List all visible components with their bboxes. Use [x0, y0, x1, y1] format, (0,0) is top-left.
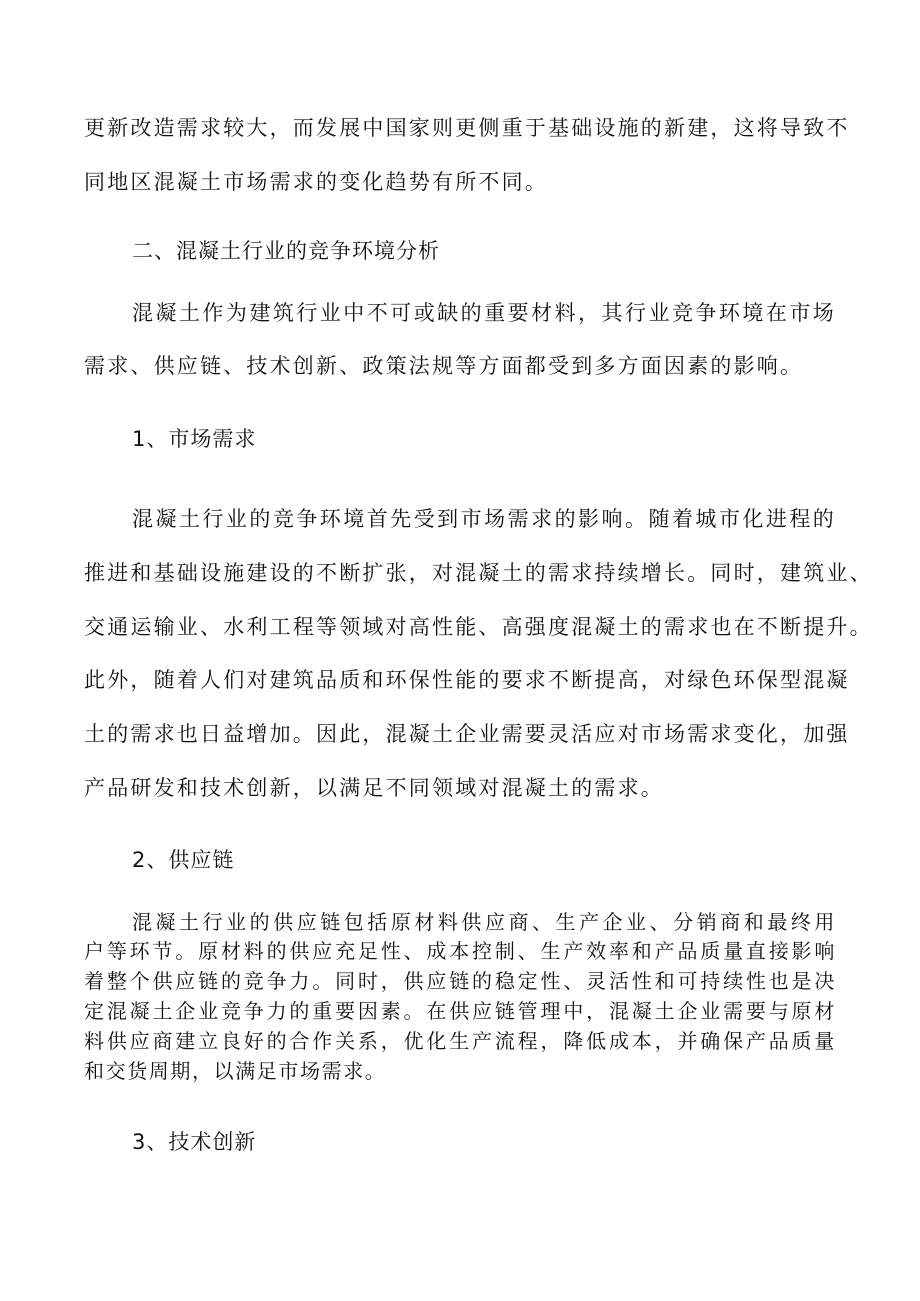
- paragraph-line: 定混凝土企业竞争力的重要因素。在供应链管理中，混凝土企业需要与原材: [84, 999, 836, 1023]
- intro-line-1: 更新改造需求较大，而发展中国家则更侧重于基础设施的新建，这将导致不: [84, 116, 850, 140]
- section-heading: 二、混凝土行业的竞争环境分析: [132, 239, 440, 263]
- section-para-line-1: 混凝土作为建筑行业中不可或缺的重要材料，其行业竞争环境在市场: [132, 301, 836, 325]
- paragraph-line: 交通运输业、水利工程等领域对高性能、高强度混凝土的需求也在不断提升。: [84, 615, 873, 639]
- paragraph-line: 混凝土行业的供应链包括原材料供应商、生产企业、分销商和最终用: [132, 910, 836, 934]
- subsection-heading-2: 2、供应链: [132, 848, 235, 872]
- subsection-heading-1: 1、市场需求: [132, 427, 257, 451]
- paragraph-line: 产品研发和技术创新，以满足不同领域对混凝土的需求。: [84, 776, 664, 800]
- paragraph-line: 此外，随着人们对建筑品质和环保性能的要求不断提高，对绿色环保型混凝: [84, 668, 850, 692]
- paragraph-line: 着整个供应链的竞争力。同时，供应链的稳定性、灵活性和可持续性也是决: [84, 969, 836, 993]
- subsection-heading-3: 3、技术创新: [132, 1130, 257, 1154]
- paragraph-line: 土的需求也日益增加。因此，混凝土企业需要灵活应对市场需求变化，加强: [84, 722, 850, 746]
- paragraph-line: 料供应商建立良好的合作关系，优化生产流程，降低成本，并确保产品质量: [84, 1029, 836, 1053]
- paragraph-line: 推进和基础设施建设的不断扩张，对混凝土的需求持续增长。同时，建筑业、: [84, 561, 873, 585]
- paragraph-line: 户等环节。原材料的供应充足性、成本控制、生产效率和产品质量直接影响: [84, 939, 836, 963]
- paragraph-line: 和交货周期，以满足市场需求。: [84, 1059, 387, 1083]
- intro-line-2: 同地区混凝土市场需求的变化趋势有所不同。: [84, 170, 548, 194]
- section-para-line-2: 需求、供应链、技术创新、政策法规等方面都受到多方面因素的影响。: [84, 354, 804, 378]
- paragraph-line: 混凝土行业的竞争环境首先受到市场需求的影响。随着城市化进程的: [132, 507, 836, 531]
